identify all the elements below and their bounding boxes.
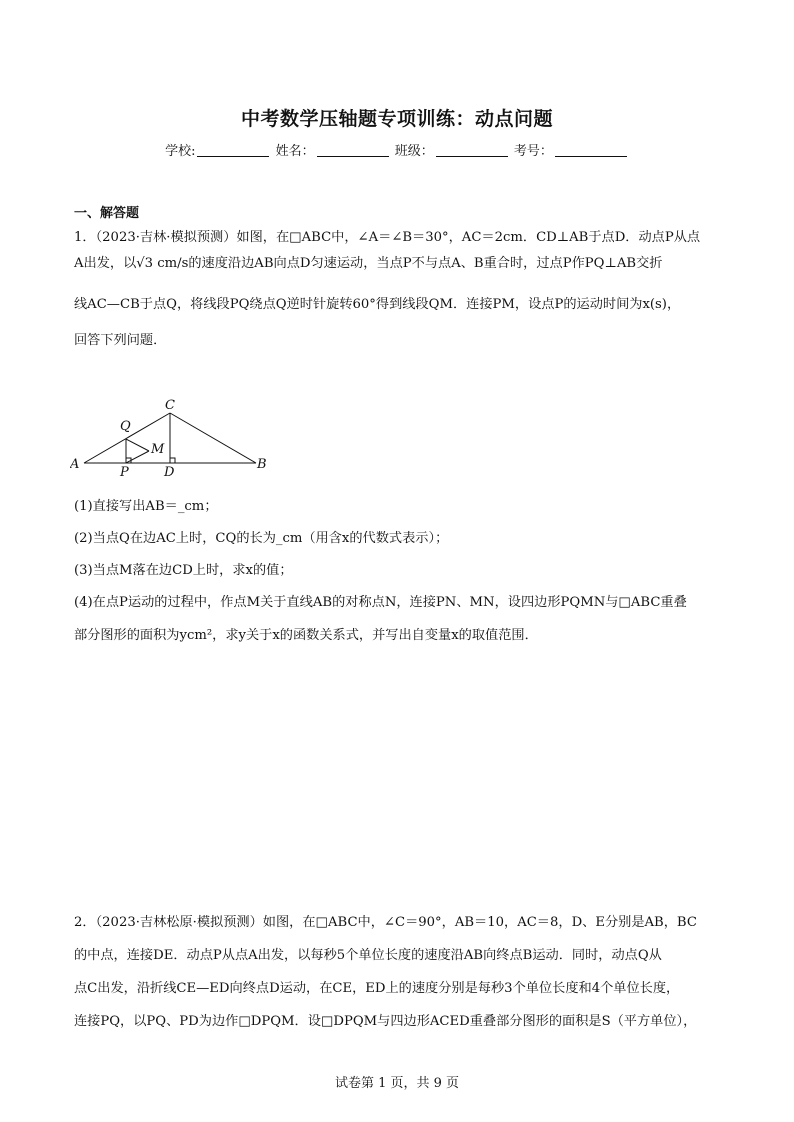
page-footer: 试卷第 1 页，共 9 页 xyxy=(334,1076,460,1091)
label-A: A xyxy=(70,457,80,472)
q1-part-4-cont: 部分图形的面积为ycm²，求y关于x的函数关系式，并写出自变量x的取值范围． xyxy=(74,628,538,643)
label-D: D xyxy=(164,465,175,476)
label-B: B xyxy=(257,457,267,472)
page-title: 中考数学压轴题专项训练：动点问题 xyxy=(240,108,553,130)
label-P: P xyxy=(120,465,129,476)
segment-CB xyxy=(170,413,256,463)
name-label: 姓名： xyxy=(275,144,315,159)
q1-line-1: 1．（2023·吉林·模拟预测）如图，在□ABC中，∠A＝∠B＝30°，AC＝2cm．CD⊥AB于点D．动点P从点 xyxy=(74,230,701,245)
q2-line-3: 点C出发，沿折线CE—ED向终点D运动，在CE，ED上的速度分别是每秒3个单位长度和4个单位长度， xyxy=(74,981,680,996)
right-angle-mark-D xyxy=(170,458,175,463)
q1-triangle-figure xyxy=(70,396,270,476)
school-label: 学校: xyxy=(165,144,196,159)
q1-part-2: (2)当点Q在边AC上时，CQ的长为_cm（用含x的代数式表示）； xyxy=(74,531,449,546)
exam-no-blank[interactable] xyxy=(555,144,627,157)
school-blank[interactable] xyxy=(197,144,269,157)
student-info-line xyxy=(0,140,794,159)
q1-part-4: (4)在点P运动的过程中，作点M关于直线AB的对称点N，连接PN、MN，设四边形PQMN与□ABC重叠 xyxy=(74,595,687,610)
name-blank[interactable] xyxy=(317,144,389,157)
q1-line-4: 回答下列问题． xyxy=(74,333,167,348)
section-heading: 一、解答题 xyxy=(74,206,140,221)
q2-line-2: 的中点，连接DE．动点P从点A出发，以每秒5个单位长度的速度沿AB向终点B运动．同时，动点Q从 xyxy=(74,948,662,963)
segment-PM xyxy=(126,451,149,463)
segment-QM xyxy=(126,439,149,451)
q1-line-3: 线AC—CB于点Q，将线段PQ绕点Q逆时针旋转60°得到线段QM．连接PM，设点P的运动时间为x(s)， xyxy=(74,297,681,312)
q1-part-1: (1)直接写出AB＝_cm； xyxy=(74,499,218,514)
label-M: M xyxy=(151,442,165,457)
label-Q: Q xyxy=(120,419,131,434)
class-blank[interactable] xyxy=(436,144,508,157)
q1-part-3: (3)当点M落在边CD上时，求x的值； xyxy=(74,563,293,578)
class-label: 班级： xyxy=(394,144,434,159)
label-C: C xyxy=(165,398,175,413)
exam-no-label: 考号： xyxy=(513,144,553,159)
q2-line-1: 2．（2023·吉林松原·模拟预测）如图，在□ABC中，∠C＝90°，AB＝10，AC＝8，D、E分别是AB，BC xyxy=(74,915,697,930)
q1-line-2: A出发，以√3 cm/s的速度沿边AB向点D匀速运动，当点P不与点A、B重合时，过点P作PQ⊥AB交折 xyxy=(74,256,663,271)
q2-line-4: 连接PQ，以PQ、PD为边作□DPQM．设□DPQM与四边形ACED重叠部分图形的面积是S（平方单位）， xyxy=(74,1014,697,1029)
